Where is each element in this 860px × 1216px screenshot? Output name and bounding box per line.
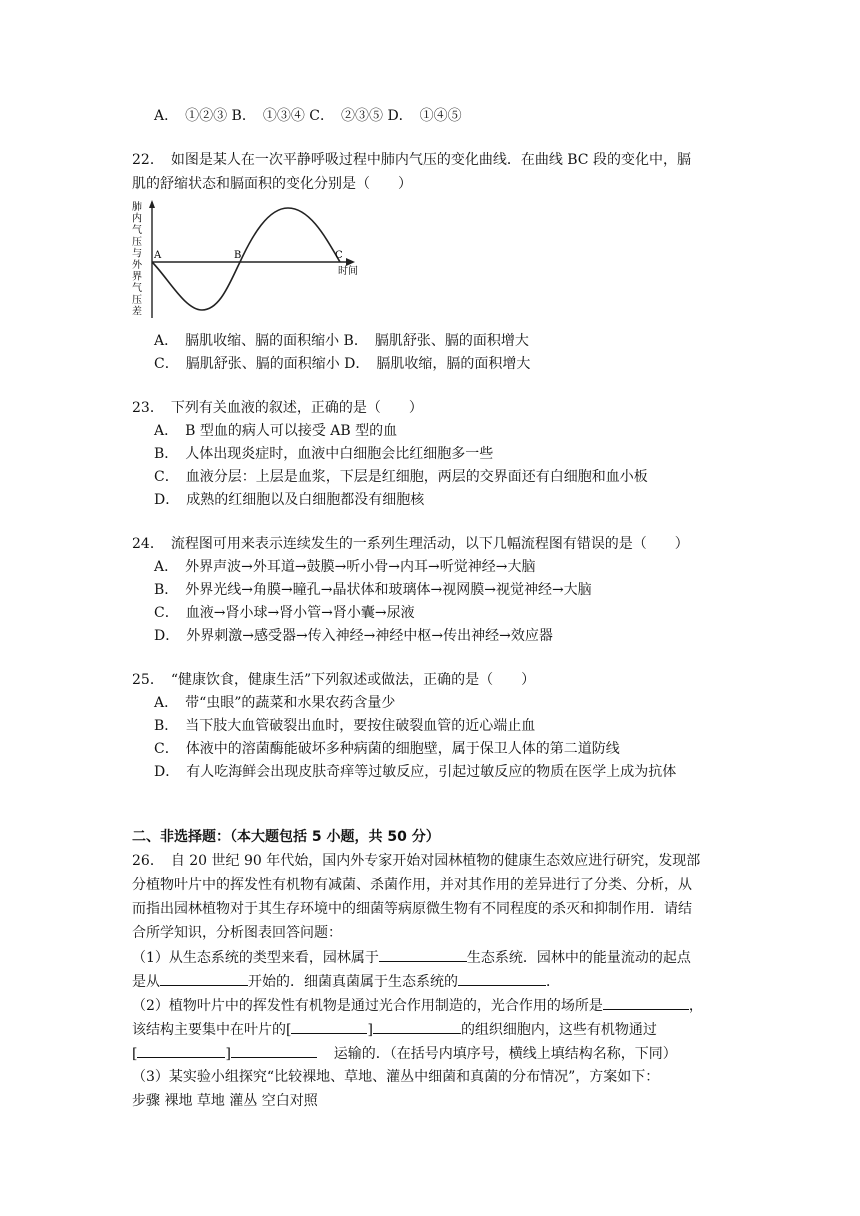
q24-option-d: D． 外界刺激→感受器→传入神经→神经中枢→传出神经→效应器 <box>154 628 553 644</box>
q26-sub2-text-c: 该结构主要集中在叶片的[ <box>132 1022 292 1038</box>
q21-options: A． ①②③ B． ①③④ C． ②③⑤ D． ①④⑤ <box>154 108 462 124</box>
ylabel-char: 差 <box>132 306 142 318</box>
q25-option-b: B． 当下肢大血管破裂出血时，要按住破裂血管的近心端止血 <box>154 718 536 734</box>
q26-sub2-text-e: 的组织细胞内，这些有机物通过 <box>460 1022 657 1038</box>
q22-stem-line1: 22． 如图是某人在一次平静呼吸过程中肺内气压的变化曲线．在曲线 BC 段的变化中，膈 <box>132 152 691 168</box>
ylabel-char: 气 <box>132 225 142 237</box>
x-axis-label: 时间 <box>338 266 358 277</box>
q24-option-a: A． 外界声波→外耳道→鼓膜→听小骨→内耳→听觉神经→大脑 <box>154 559 536 575</box>
transport-name-blank[interactable] <box>231 1043 317 1058</box>
q26-sub2-line3 <box>132 1043 677 1064</box>
q26-para-line3: 而指出园林植物对于其生存环境中的细菌等病原微生物有不同程度的杀灭和抑制作用．请结 <box>132 901 692 917</box>
leaf-structure-number-blank[interactable] <box>291 1019 367 1034</box>
q26-sub3-line1: （3）某实验小组探究“比较裸地、草地、灌丛中细菌和真菌的分布情况”，方案如下： <box>132 1069 660 1085</box>
q25-option-d: D． 有人吃海鲜会出现皮肤奇痒等过敏反应，引起过敏反应的物质在医学上成为抗体 <box>154 764 677 780</box>
q24-option-c: C． 血液→肾小球→肾小管→肾小囊→尿液 <box>154 605 415 621</box>
q25-option-a: A． 带“虫眼”的蔬菜和水果农药含量少 <box>154 695 396 711</box>
point-c-label: C <box>335 250 343 261</box>
q23-stem: 23． 下列有关血液的叙述，正确的是（ ） <box>132 400 423 416</box>
q23-option-b: B． 人体出现炎症时，血液中白细胞会比红细胞多一些 <box>154 446 494 462</box>
point-a-label: A <box>154 250 162 261</box>
q26-sub1-text-a: （1）从生态系统的类型来看，园林属于 <box>132 950 379 966</box>
q26-sub1-line1 <box>132 947 691 968</box>
q26-para-line4: 合所学知识，分析图表回答问题： <box>132 925 342 941</box>
q25-option-c: C． 体液中的溶菌酶能破坏多种病菌的细胞壁，属于保卫人体的第二道防线 <box>154 741 620 757</box>
ylabel-char: 界 <box>132 271 142 283</box>
q22-pressure-chart <box>130 198 370 324</box>
q26-sub1-text-e: ． <box>546 974 560 990</box>
q26-sub1-text-d: 开始的．细菌真菌属于生态系统的 <box>248 974 458 990</box>
ylabel-char: 内 <box>132 213 142 225</box>
ylabel-char: 与 <box>132 248 142 260</box>
ylabel-char: 气 <box>132 283 142 295</box>
q24-option-b: B． 外界光线→角膜→瞳孔→晶状体和玻璃体→视网膜→视觉神经→大脑 <box>154 582 592 598</box>
energy-start-blank[interactable] <box>160 971 248 986</box>
q26-para-line2: 分植物叶片中的挥发性有机物有减菌、杀菌作用，并对其作用的差异进行了分类、分析，从 <box>132 877 692 893</box>
leaf-structure-name-blank[interactable] <box>373 1019 461 1034</box>
q26-sub2-text-d: ] <box>367 1022 373 1038</box>
q26-sub2-text-g: ] <box>225 1046 231 1062</box>
transport-number-blank[interactable] <box>137 1043 225 1058</box>
q22-options-row1: A． 膈肌收缩、膈的面积缩小 B． 膈肌舒张、膈的面积增大 <box>154 333 529 349</box>
q23-option-d: D． 成熟的红细胞以及白细胞都没有细胞核 <box>154 492 425 508</box>
ylabel-char: 外 <box>132 260 142 271</box>
q26-sub2-line2 <box>132 1019 657 1040</box>
q26-sub2-line1 <box>132 995 703 1016</box>
q25-stem: 25． “健康饮食，健康生活”下列叙述或做法，正确的是（ ） <box>132 672 536 688</box>
q26-para-line1: 26． 自 20 世纪 90 年代始，国内外专家开始对园林植物的健康生态效应进行研究，发现部 <box>132 853 701 869</box>
decomposer-blank[interactable] <box>458 971 546 986</box>
q26-sub1-text-c: 是从 <box>132 974 160 990</box>
q23-option-a: A． B 型血的病人可以接受 AB 型的血 <box>154 423 398 439</box>
q26-sub2-text-b: ， <box>688 998 703 1014</box>
section2-title: 二、非选择题：（本大题包括 5 小题，共 50 分） <box>132 829 440 845</box>
q26-sub2-text-a: （2）植物叶片中的挥发性有机物是通过光合作用制造的，光合作用的场所是 <box>132 998 603 1014</box>
q26-sub1-text-b: 生态系统．园林中的能量流动的起点 <box>466 950 691 966</box>
q22-stem-line2: 肌的舒缩状态和膈面积的变化分别是（ ） <box>132 176 412 192</box>
q26-sub2-text-f: [ <box>132 1046 138 1062</box>
pressure-curve <box>152 208 340 310</box>
q22-options-row2: C． 膈肌舒张、膈的面积缩小 D． 膈肌收缩，膈的面积增大 <box>154 356 531 372</box>
point-b-label: B <box>234 250 242 261</box>
ylabel-char: 肺 <box>132 202 142 213</box>
q26-sub2-text-h: 运输的．（在括号内填序号，横线上填结构名称，下同） <box>333 1046 677 1062</box>
ylabel-char: 压 <box>132 294 142 306</box>
q26-table-header: 步骤 裸地 草地 灌丛 空白对照 <box>132 1093 318 1109</box>
ecosystem-type-blank[interactable] <box>379 947 467 962</box>
q23-option-c: C． 血液分层：上层是血浆，下层是红细胞，两层的交界面还有白细胞和血小板 <box>154 469 648 485</box>
photosynthesis-site-blank[interactable] <box>603 995 689 1010</box>
q26-sub1-line2 <box>132 971 560 992</box>
q24-stem: 24． 流程图可用来表示连续发生的一系列生理活动，以下几幅流程图有错误的是（ ） <box>132 536 689 552</box>
ylabel-char: 压 <box>132 236 142 248</box>
chart-ylabel <box>132 200 143 317</box>
